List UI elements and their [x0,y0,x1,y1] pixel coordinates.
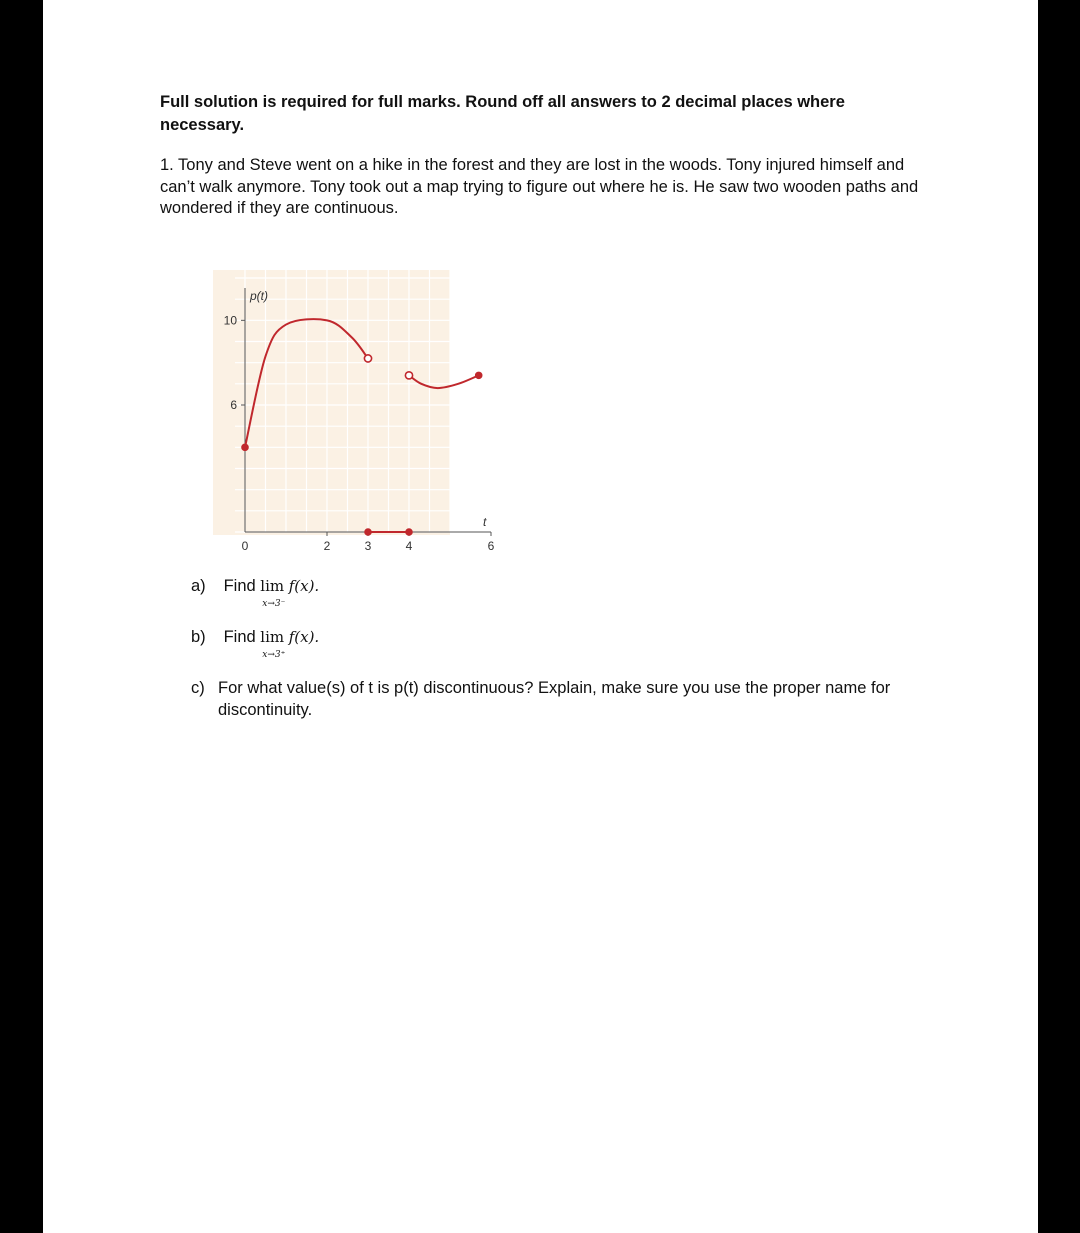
part-a-text: Find [223,577,256,595]
x-tick-label: 4 [405,539,413,553]
closed-point [406,529,412,535]
y-axis-label: p(t) [250,289,268,303]
x-axis-label: t [483,515,487,529]
closed-point [365,529,371,535]
part-b-sub: x→3⁺ [262,650,286,660]
closed-point [242,444,248,450]
part-a-sub: x→3⁻ [262,599,286,609]
y-tick-label: 6 [230,398,237,412]
open-point [405,372,412,379]
part-b-label: b) [191,628,206,646]
x-tick-label: 3 [364,539,372,553]
worksheet-page [43,0,1038,1233]
part-a-limit [260,575,286,609]
instructions: Full solution is required for full marks. Round off all answers to 2 decimal places where necessary. [160,93,845,134]
part-b [191,626,320,660]
part-a-lim: lim [260,577,285,595]
part-b-lim: lim [260,628,285,646]
y-tick-label: 10 [223,313,237,328]
part-b-text: Find [223,628,256,646]
open-point [364,355,371,362]
part-c-label-wrap [191,677,219,699]
x-tick-label: 2 [323,539,331,553]
part-a-label: a) [191,577,206,595]
part-b-limit [260,626,286,660]
closed-point [476,372,482,378]
part-a-fx: f(x). [288,577,320,595]
part-b-fx: f(x). [288,628,320,646]
x-tick-label: 6 [487,539,495,553]
piecewise-graph [213,270,513,560]
question-1: 1. Tony and Steve went on a hike in the forest and they are lost in the woods. Tony injured himself and can’t walk anymore. Tony took out a map trying to figure out where he is. He saw two wooden paths and wondered if they are continuous. [160,156,919,217]
x-tick-label: 0 [241,539,249,553]
part-c-text: For what value(s) of t is p(t) discontinuous? Explain, make sure you use the proper name for discontinuity. [218,679,891,719]
plot-background [213,270,450,535]
part-a [191,575,320,609]
part-c-label: c) [191,679,205,697]
